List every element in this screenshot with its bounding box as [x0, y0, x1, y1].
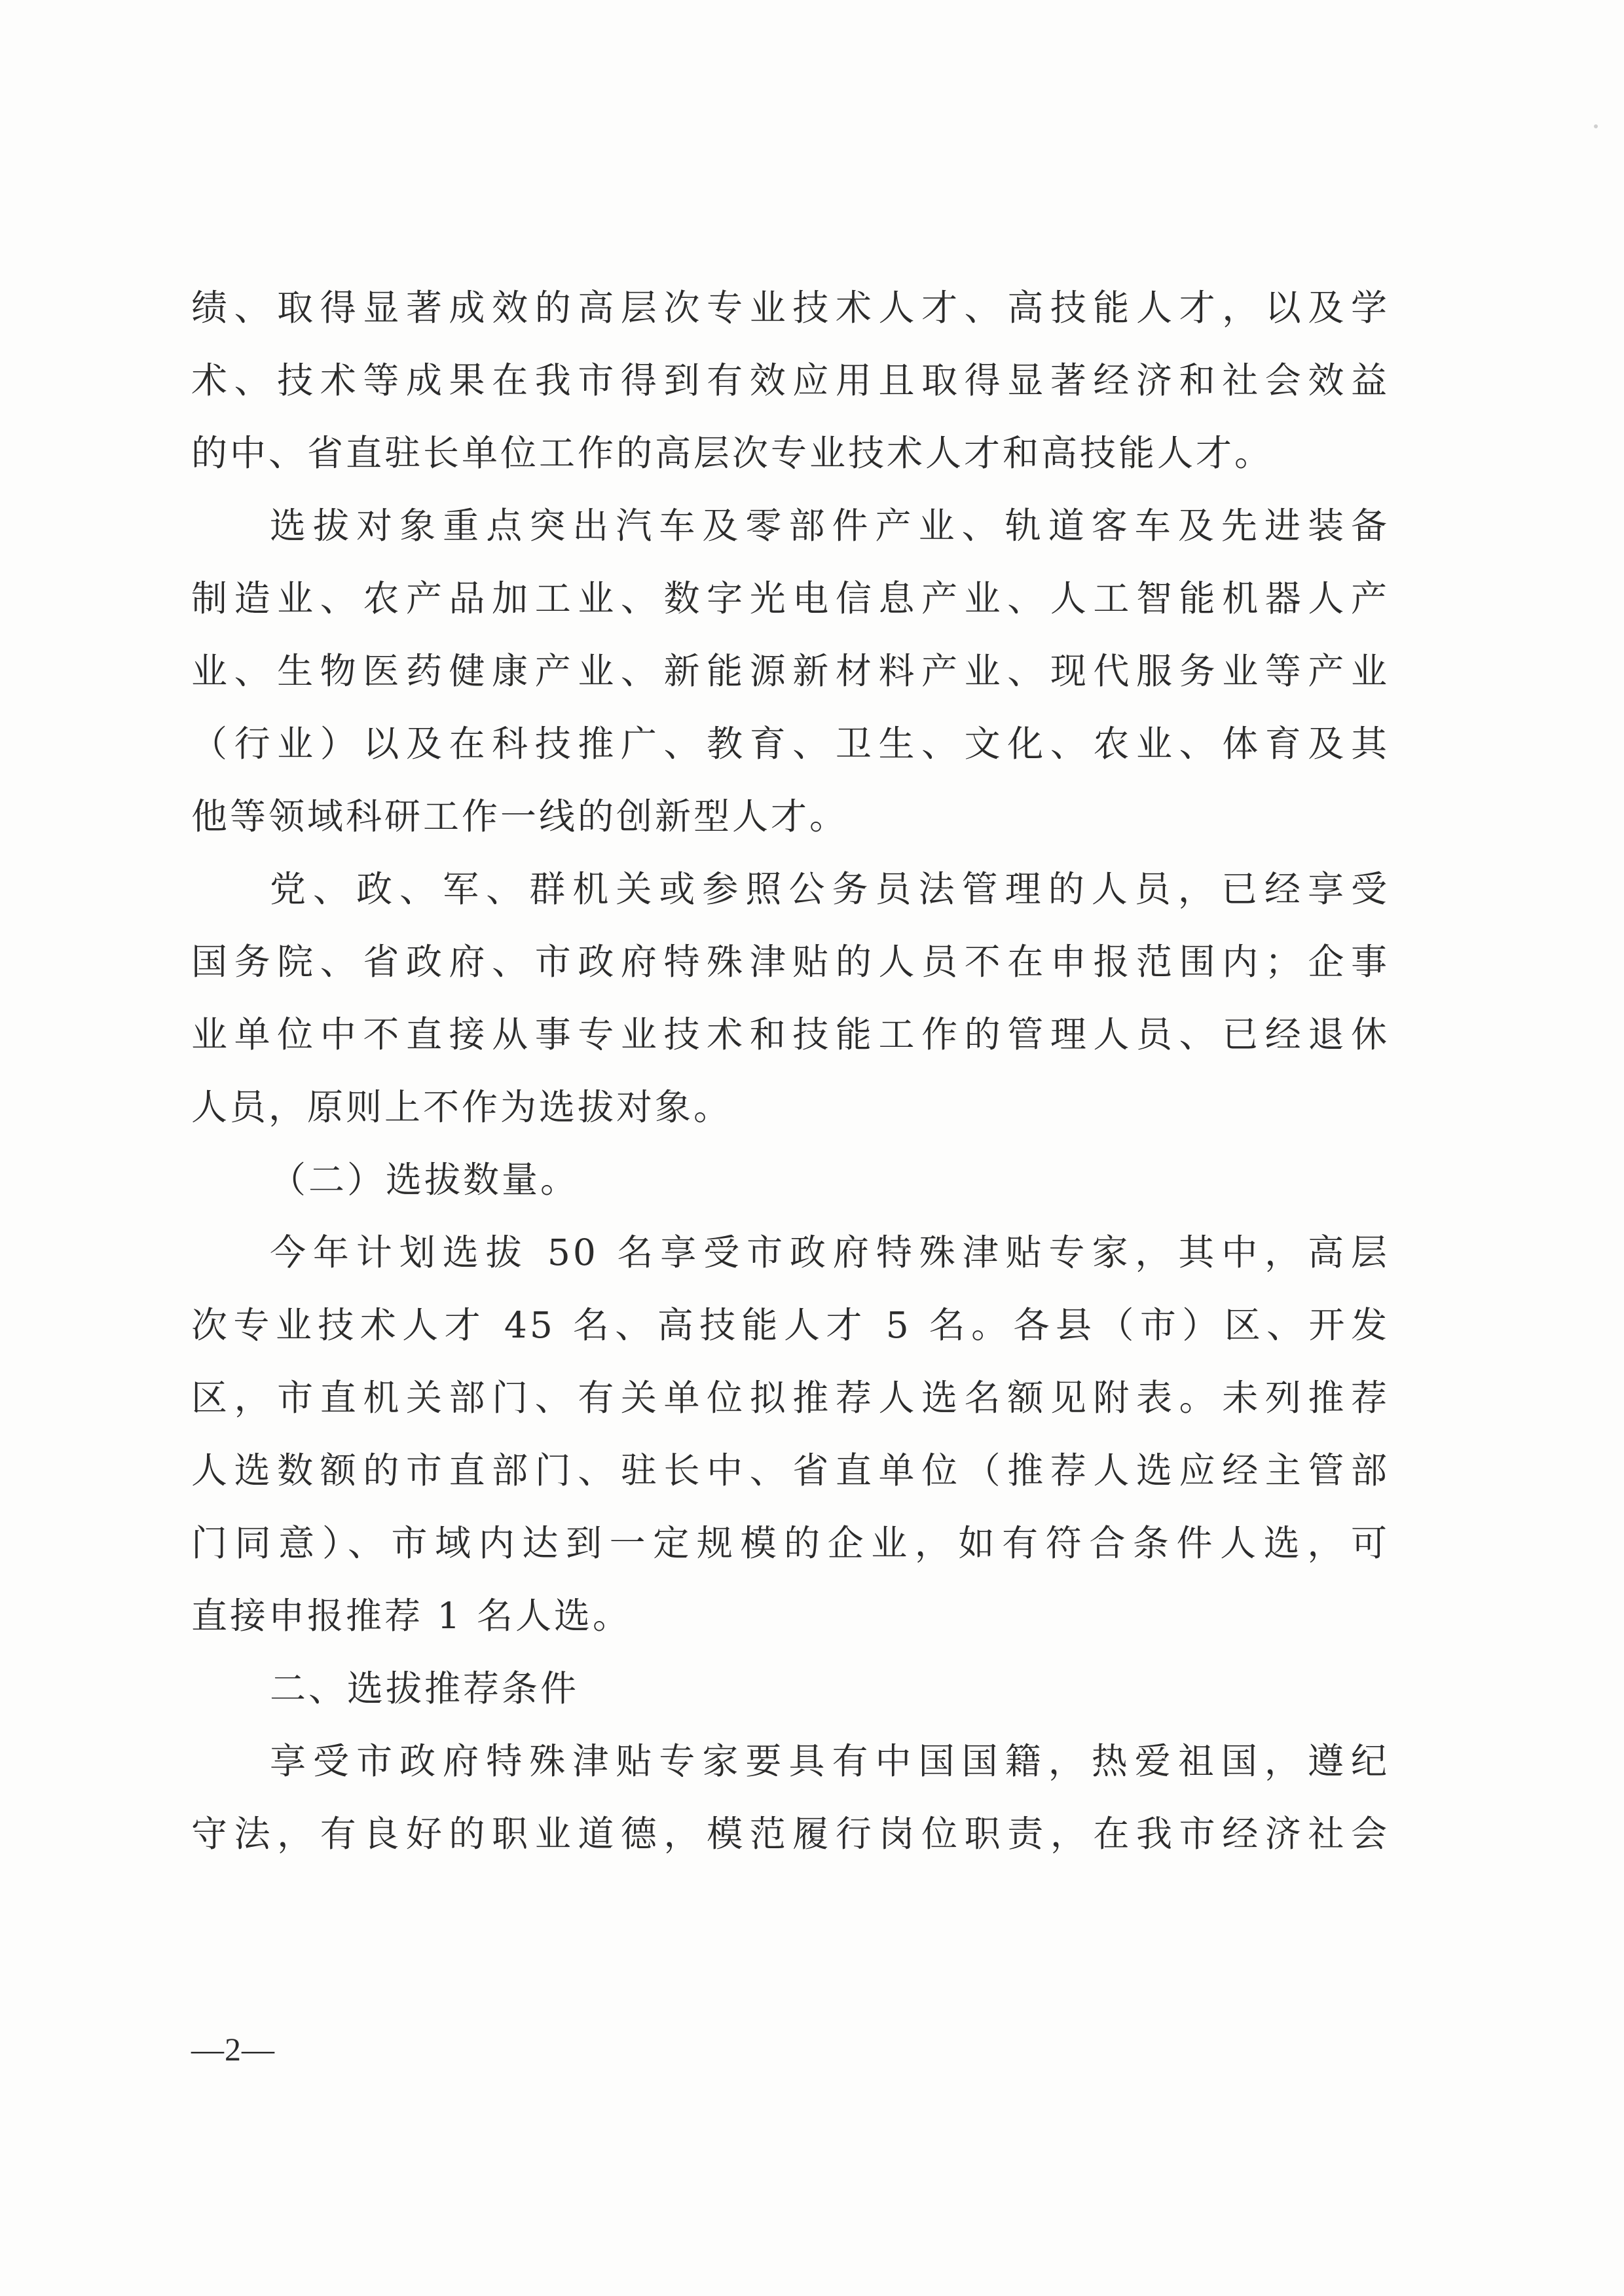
body-line: 人选数额的市直部门、驻长中、省直单位（推荐人选应经主管部	[191, 1449, 1390, 1491]
body-line: 今年计划选拔 50 名享受市政府特殊津贴专家，其中，高层	[270, 1231, 1390, 1273]
body-line: 业单位中不直接从事专业技术和技能工作的管理人员、已经退休	[191, 1013, 1390, 1055]
body-line: 绩、取得显著成效的高层次专业技术人才、高技能人才，以及学	[191, 287, 1390, 329]
page-number: —2—	[191, 2031, 275, 2068]
body-line: （行业）以及在科技推广、教育、卫生、文化、农业、体育及其	[191, 723, 1390, 765]
scan-speck	[1594, 124, 1598, 128]
body-line: 他等领域科研工作一线的创新型人才。	[191, 795, 849, 837]
body-line: 守法，有良好的职业道德，模范履行岗位职责，在我市经济社会	[191, 1813, 1390, 1855]
body-line: 门同意）、市域内达到一定规模的企业，如有符合条件人选，可	[191, 1522, 1390, 1564]
body-line: 国务院、省政府、市政府特殊津贴的人员不在申报范围内；企事	[191, 941, 1390, 983]
section-subheading: （二）选拔数量。	[270, 1159, 580, 1201]
body-line: 享受市政府特殊津贴专家要具有中国国籍，热爱祖国，遵纪	[270, 1740, 1390, 1782]
body-line: 人员，原则上不作为选拔对象。	[191, 1086, 733, 1128]
body-line: 党、政、军、群机关或参照公务员法管理的人员，已经享受	[270, 868, 1390, 910]
section-heading: 二、选拔推荐条件	[270, 1667, 580, 1709]
body-line: 术、技术等成果在我市得到有效应用且取得显著经济和社会效益	[191, 359, 1390, 401]
body-line: 区，市直机关部门、有关单位拟推荐人选名额见附表。未列推荐	[191, 1377, 1390, 1419]
body-line: 的中、省直驻长单位工作的高层次专业技术人才和高技能人才。	[191, 432, 1274, 474]
body-line: 直接申报推荐 1 名人选。	[191, 1595, 631, 1637]
body-line: 选拔对象重点突出汽车及零部件产业、轨道客车及先进装备	[270, 505, 1390, 547]
body-line: 业、生物医药健康产业、新能源新材料产业、现代服务业等产业	[191, 650, 1390, 692]
body-line: 制造业、农产品加工业、数字光电信息产业、人工智能机器人产	[191, 577, 1390, 619]
body-line: 次专业技术人才 45 名、高技能人才 5 名。各县（市）区、开发	[191, 1304, 1390, 1346]
